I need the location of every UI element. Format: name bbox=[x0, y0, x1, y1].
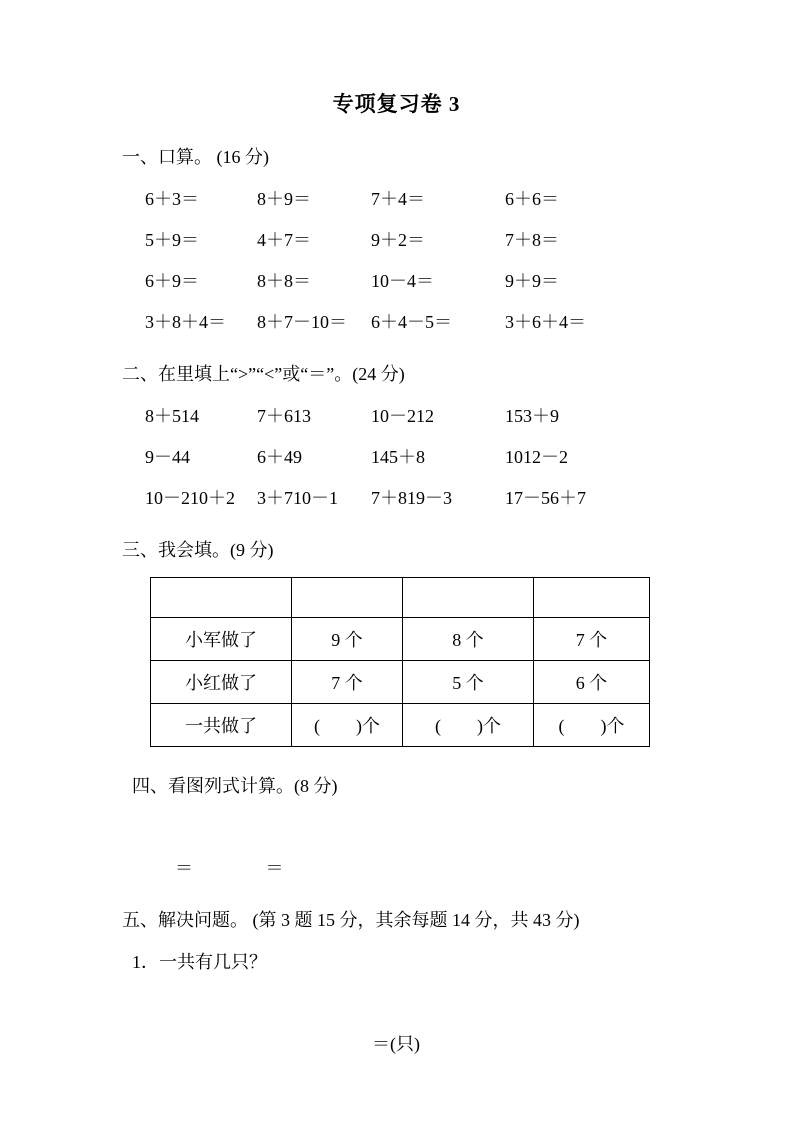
oral-calc-row bbox=[145, 227, 793, 253]
compare-item: 6＋49 bbox=[257, 447, 302, 467]
calc-item: 4＋7＝ bbox=[257, 230, 311, 250]
oral-calc-row bbox=[145, 186, 793, 212]
table-header-cell bbox=[403, 578, 534, 618]
compare-grid bbox=[0, 403, 793, 511]
question-1-answer: ＝(只) bbox=[372, 1034, 420, 1054]
compare-item: 8＋514 bbox=[145, 406, 199, 426]
compare-item: 7＋613 bbox=[257, 406, 311, 426]
calc-item: 9＋9＝ bbox=[505, 271, 559, 291]
compare-item: 145＋8 bbox=[371, 447, 425, 467]
page-title: 专项复习卷 3 bbox=[332, 92, 461, 116]
equals-sign: ＝ bbox=[265, 858, 284, 878]
table-cell: ( )个 bbox=[534, 704, 650, 747]
section3-heading: 三、我会填。(9 分) bbox=[122, 540, 274, 560]
calc-item: 9＋2＝ bbox=[371, 230, 425, 250]
table-header-row bbox=[151, 578, 650, 618]
compare-item: 17－56＋7 bbox=[505, 488, 586, 508]
calc-item: 6＋4－5＝ bbox=[371, 312, 452, 332]
table-cell: 小军做了 bbox=[151, 618, 292, 661]
table-row bbox=[151, 704, 650, 747]
calc-item: 8＋9＝ bbox=[257, 189, 311, 209]
compare-item: 1012－2 bbox=[505, 447, 568, 467]
table-cell: 9 个 bbox=[292, 618, 403, 661]
calc-item: 6＋3＝ bbox=[145, 189, 199, 209]
calc-item: 3＋8＋4＝ bbox=[145, 312, 226, 332]
calc-item: 10－4＝ bbox=[371, 271, 434, 291]
calc-item: 7＋4＝ bbox=[371, 189, 425, 209]
compare-item: 10－212 bbox=[371, 406, 434, 426]
compare-item: 7＋819－3 bbox=[371, 488, 452, 508]
section4-heading: 四、看图列式计算。(8 分) bbox=[132, 776, 338, 796]
table-cell: ( )个 bbox=[403, 704, 534, 747]
table-cell: 5 个 bbox=[403, 661, 534, 704]
equation-blanks bbox=[175, 855, 793, 881]
compare-item: 9－44 bbox=[145, 447, 190, 467]
table-header-cell bbox=[292, 578, 403, 618]
calc-item: 8＋7－10＝ bbox=[257, 312, 347, 332]
table-cell: 一共做了 bbox=[151, 704, 292, 747]
table-header-cell bbox=[151, 578, 292, 618]
compare-item: 3＋710－1 bbox=[257, 488, 338, 508]
oral-calc-grid bbox=[0, 186, 793, 335]
table-cell: 6 个 bbox=[534, 661, 650, 704]
compare-row bbox=[145, 403, 793, 429]
section5-heading: 五、解决问题。 (第 3 题 15 分，其余每题 14 分，共 43 分) bbox=[122, 910, 580, 930]
calc-item: 3＋6＋4＝ bbox=[505, 312, 586, 332]
table-cell: 8 个 bbox=[403, 618, 534, 661]
table-cell: 7 个 bbox=[292, 661, 403, 704]
equals-sign: ＝ bbox=[175, 858, 193, 878]
section1-heading: 一、口算。 (16 分) bbox=[122, 147, 269, 167]
table-cell: 7 个 bbox=[534, 618, 650, 661]
table-cell: ( )个 bbox=[292, 704, 403, 747]
table-row bbox=[151, 618, 650, 661]
compare-item: 10－210＋2 bbox=[145, 488, 235, 508]
oral-calc-row bbox=[145, 268, 793, 294]
compare-item: 153＋9 bbox=[505, 406, 559, 426]
fill-table bbox=[150, 577, 650, 747]
compare-row bbox=[145, 485, 793, 511]
table-cell: 小红做了 bbox=[151, 661, 292, 704]
calc-item: 6＋9＝ bbox=[145, 271, 199, 291]
table-header-cell bbox=[534, 578, 650, 618]
calc-item: 8＋8＝ bbox=[257, 271, 311, 291]
compare-row bbox=[145, 444, 793, 470]
question-1: 1．一共有几只？ bbox=[132, 952, 267, 972]
calc-item: 5＋9＝ bbox=[145, 230, 199, 250]
table-row bbox=[151, 661, 650, 704]
oral-calc-row bbox=[145, 309, 793, 335]
section2-heading: 二、在里填上“>”“<”或“＝”。(24 分) bbox=[122, 364, 405, 384]
calc-item: 6＋6＝ bbox=[505, 189, 559, 209]
calc-item: 7＋8＝ bbox=[505, 230, 559, 250]
